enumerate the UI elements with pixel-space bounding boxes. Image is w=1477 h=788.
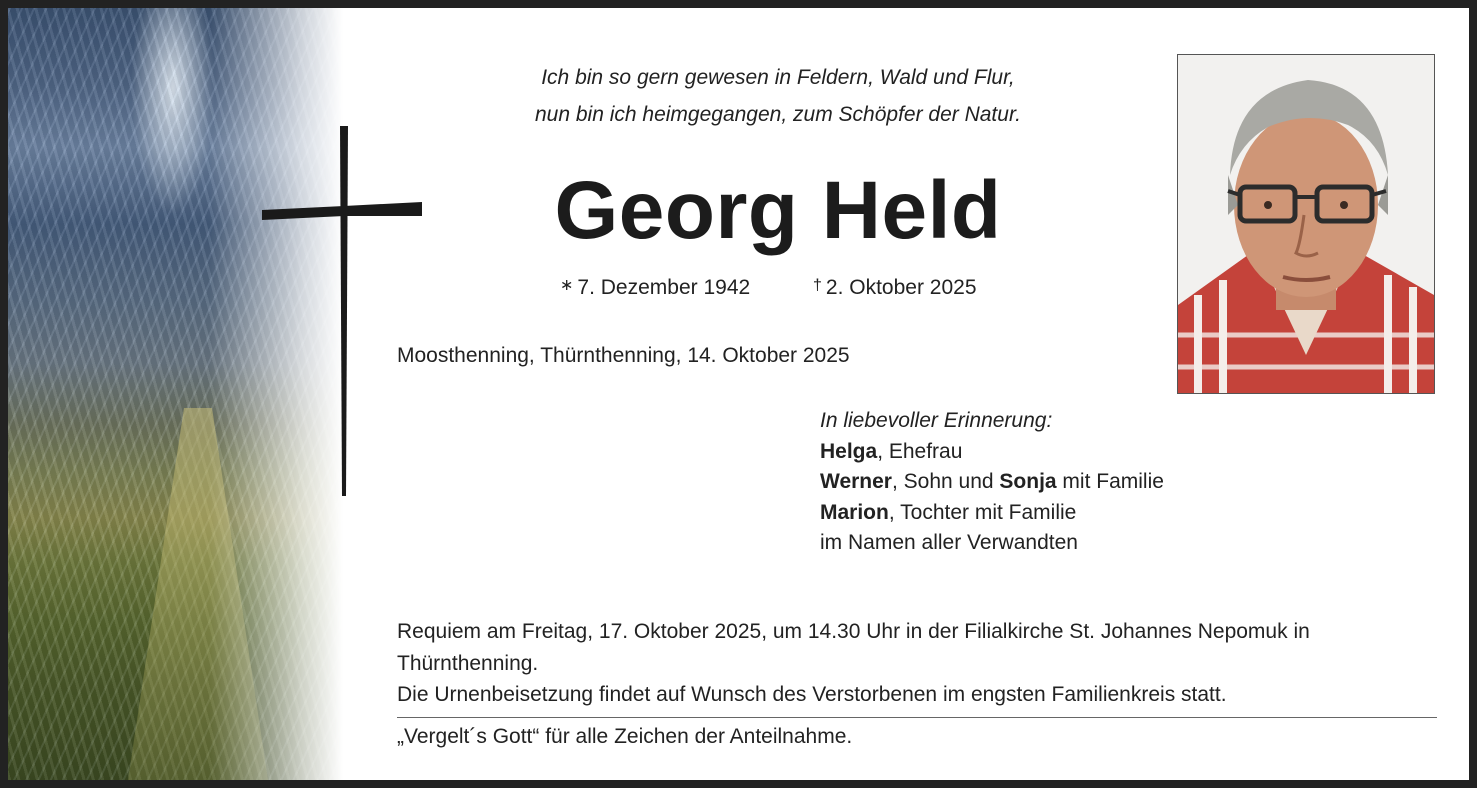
memory-closing: im Namen aller Verwandten — [820, 531, 1078, 554]
service-info — [397, 616, 1437, 711]
mourner-name: Helga — [820, 439, 878, 463]
service-line-3: Die Urnenbeisetzung findet auf Wunsch des Verstorbenen im engsten Familienkreis statt. — [397, 683, 1227, 706]
place-and-date: Moosthenning, Thürnthenning, 14. Oktober 2025 — [397, 344, 850, 367]
service-line-1: Requiem am Freitag, 17. Oktober 2025, um 14.30 Uhr in der Filialkirche St. Johannes Nepomuk in — [397, 620, 1310, 643]
service-line-2: Thürnthenning. — [397, 651, 539, 675]
mourners-block — [820, 406, 1164, 559]
death-dagger-icon: † — [813, 277, 822, 294]
death-date-text: 2. Oktober 2025 — [825, 276, 977, 299]
death-date — [813, 276, 977, 300]
memory-intro: In liebevoller Erinnerung: — [820, 409, 1053, 432]
portrait-illustration — [1178, 55, 1434, 393]
mourner-name: Werner — [820, 470, 892, 493]
mourner-line: Marion, Tochter mit Familie — [820, 500, 1077, 524]
birth-date — [560, 276, 750, 300]
mourner-line: Helga, Ehefrau — [820, 439, 963, 463]
birth-asterisk-icon: ∗ — [560, 277, 574, 294]
mourner-name: Sonja — [999, 470, 1057, 493]
thanks-line: „Vergelt´s Gott“ für alle Zeichen der Anteilnahme. — [397, 725, 853, 748]
mourner-line: Werner, Sohn und Sonja mit Familie — [820, 470, 1164, 493]
portrait-photo — [1177, 54, 1435, 394]
quote-line-2: nun bin ich heimgegangen, zum Schöpfer der Natur. — [534, 103, 1021, 126]
mourner-name: Marion — [820, 500, 889, 524]
forest-path-light — [128, 408, 268, 780]
divider-line — [397, 717, 1437, 718]
deceased-name: Georg Held — [554, 165, 1002, 256]
quote-line-1: Ich bin so gern gewesen in Feldern, Wald und Flur, — [541, 66, 1015, 89]
birth-date-text: 7. Dezember 1942 — [577, 276, 751, 299]
